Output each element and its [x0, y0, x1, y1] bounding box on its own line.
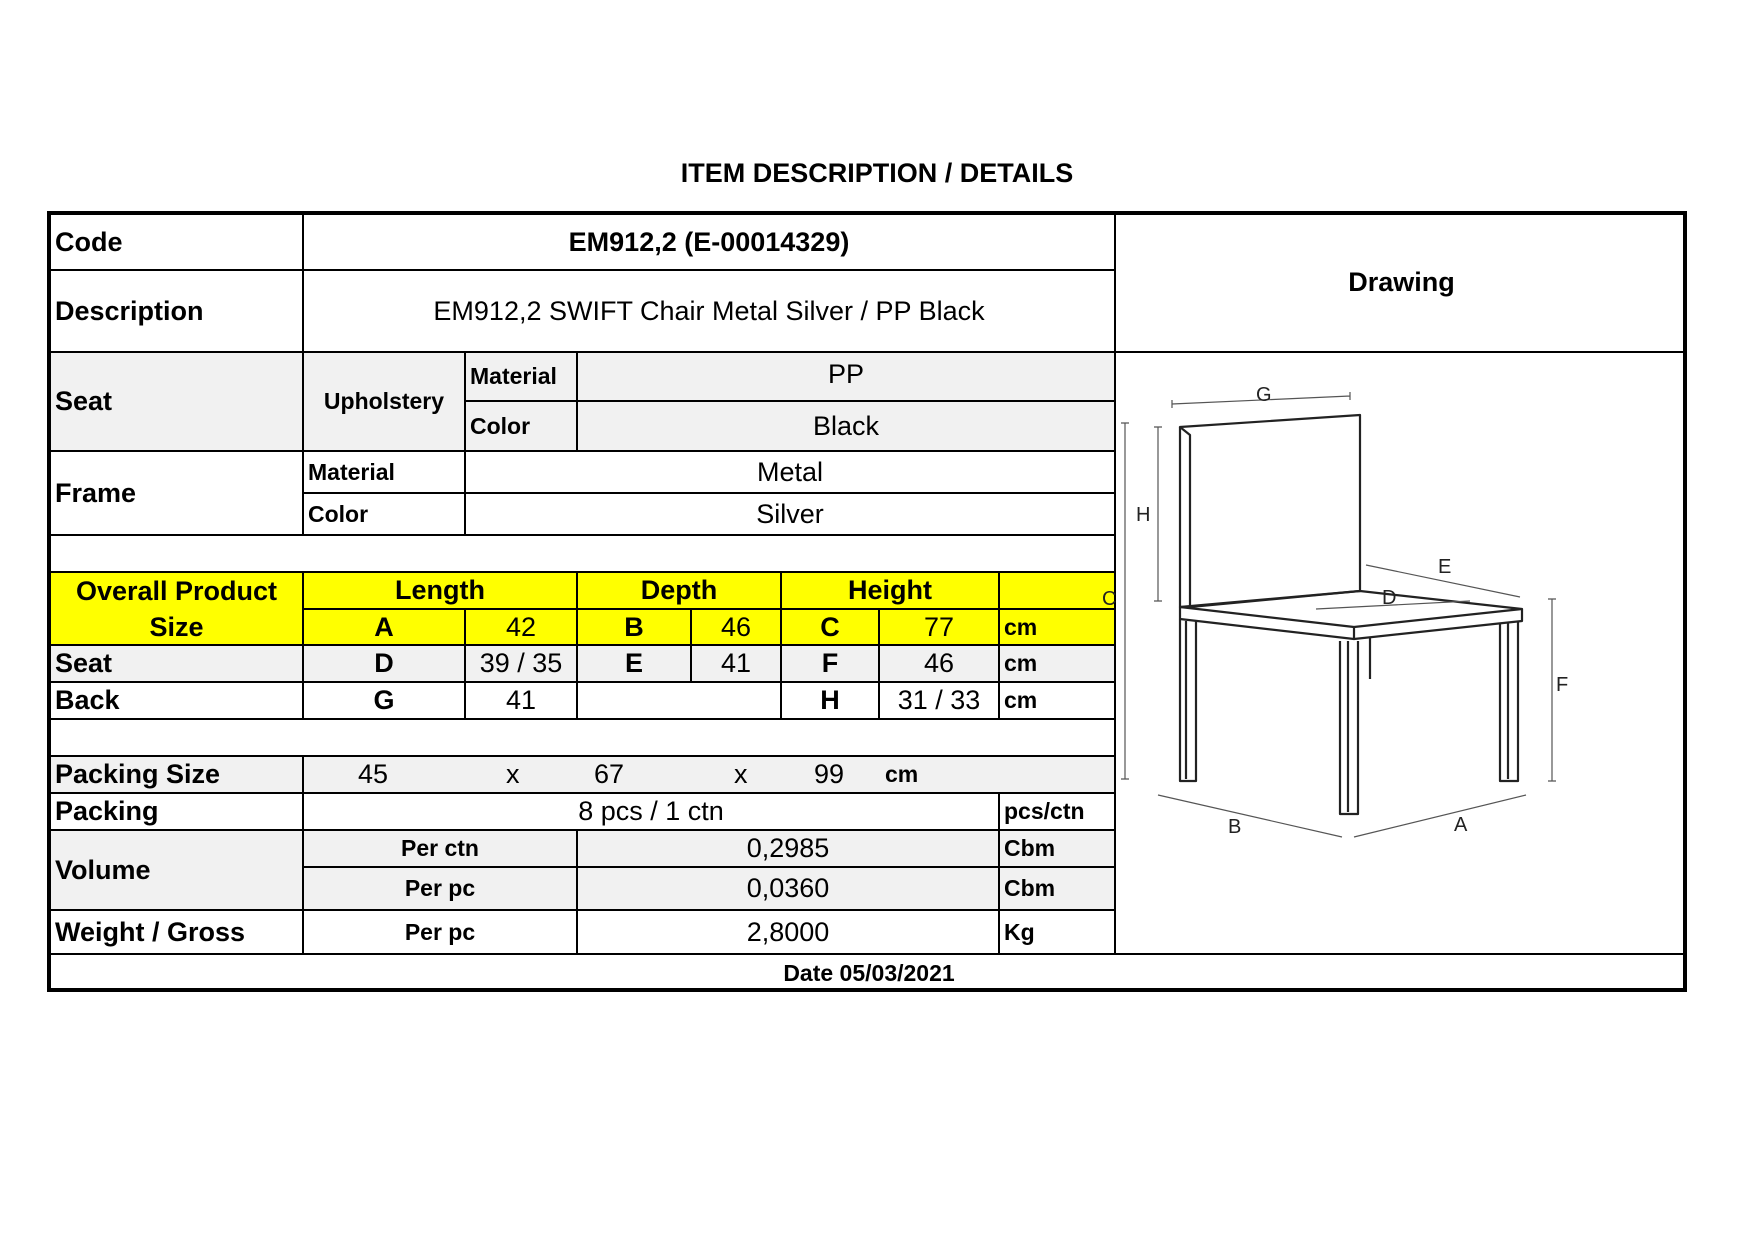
- chair-drawing: [1102, 359, 1687, 961]
- dim-line-c: [1121, 423, 1129, 779]
- packing-size-width: 67: [594, 759, 625, 789]
- chair-leg-front-left: [1180, 619, 1196, 781]
- volume-per-pc-value: 0,0360: [578, 868, 1000, 911]
- seat-material-label: Material: [466, 353, 578, 402]
- dim-c-value: 77: [880, 610, 1000, 646]
- volume-per-pc-label: Per pc: [304, 868, 578, 911]
- back-dims-blank: [578, 683, 782, 720]
- volume-per-ctn-label: Per ctn: [304, 831, 578, 868]
- drawing-letter-f: F: [1556, 674, 1569, 696]
- volume-per-ctn-value: 0,2985: [578, 831, 1000, 868]
- dim-line-f: [1548, 599, 1556, 781]
- weight-unit: Kg: [1000, 911, 1116, 955]
- length-header: Length: [304, 573, 578, 610]
- seat-dims-label: Seat: [51, 646, 304, 683]
- description-value: EM912,2 SWIFT Chair Metal Silver / PP Black: [304, 271, 1116, 353]
- packing-size-x2: x: [734, 759, 748, 789]
- frame-material-value: Metal: [466, 452, 1116, 494]
- weight-label: Weight / Gross: [51, 911, 304, 955]
- seat-color-label: Color: [466, 402, 578, 452]
- back-dims-label: Back: [51, 683, 304, 720]
- volume-per-ctn-unit: Cbm: [1000, 831, 1116, 868]
- dim-line-a: [1354, 795, 1526, 837]
- weight-value: 2,8000: [578, 911, 1000, 955]
- dim-e-value: 41: [692, 646, 782, 683]
- dim-g-value: 41: [466, 683, 578, 720]
- depth-header: Depth: [578, 573, 782, 610]
- drawing-letter-b: B: [1228, 816, 1242, 838]
- overall-size-label: [51, 573, 304, 646]
- document-title: ITEM DESCRIPTION / DETAILS: [680, 158, 1074, 188]
- chair-back-inner: [1180, 427, 1190, 607]
- dim-h-label: H: [782, 683, 880, 720]
- dim-f-value: 46: [880, 646, 1000, 683]
- dim-line-h: [1154, 427, 1162, 601]
- dim-b-label: B: [578, 610, 692, 646]
- frame-color-label: Color: [304, 494, 466, 536]
- spacer-row: [51, 536, 1116, 573]
- overall-unit: cm: [1000, 610, 1116, 646]
- height-header: Height: [782, 573, 1000, 610]
- overall-size-label-line2: Size: [149, 611, 204, 642]
- dim-d-value: 39 / 35: [466, 646, 578, 683]
- drawing-letter-d: D: [1382, 587, 1397, 609]
- seat-material-value: PP: [578, 353, 1116, 402]
- dim-a-value: 42: [466, 610, 578, 646]
- volume-per-pc-unit: Cbm: [1000, 868, 1116, 911]
- seat-color-value: Black: [578, 402, 1116, 452]
- item-details-table: [47, 211, 1687, 992]
- spacer-row-2: [51, 720, 1116, 757]
- description-label: Description: [51, 271, 304, 353]
- dim-d-label: D: [304, 646, 466, 683]
- chair-back-outline: [1180, 415, 1360, 607]
- packing-size-unit: cm: [885, 761, 919, 787]
- drawing-letter-c: C: [1102, 588, 1117, 610]
- dim-h-value: 31 / 33: [880, 683, 1000, 720]
- weight-per-pc-label: Per pc: [304, 911, 578, 955]
- drawing-letter-h: H: [1136, 504, 1151, 526]
- packing-value: 8 pcs / 1 ctn: [304, 794, 1000, 831]
- dim-e-label: E: [578, 646, 692, 683]
- seat-label: Seat: [51, 353, 304, 452]
- frame-color-value: Silver: [466, 494, 1116, 536]
- dim-g-label: G: [304, 683, 466, 720]
- back-dims-unit: cm: [1000, 683, 1116, 720]
- dim-line-b: [1158, 795, 1342, 837]
- packing-size-height: 99: [814, 759, 845, 789]
- packing-label: Packing: [51, 794, 304, 831]
- code-label: Code: [51, 215, 304, 271]
- dim-b-value: 46: [692, 610, 782, 646]
- dim-f-label: F: [782, 646, 880, 683]
- packing-size-label: Packing Size: [51, 757, 304, 794]
- date-row: Date 05/03/2021: [783, 960, 955, 986]
- packing-size-length: 45: [358, 759, 389, 789]
- packing-unit: pcs/ctn: [1000, 794, 1116, 831]
- dim-a-label: A: [304, 610, 466, 646]
- overall-size-label-line1: Overall Product: [75, 575, 278, 606]
- drawing-header: Drawing: [1116, 215, 1687, 353]
- unit-header-blank: [1000, 573, 1116, 610]
- drawing-letter-g: G: [1256, 384, 1272, 406]
- upholstery-label: Upholstery: [304, 353, 466, 452]
- drawing-letter-a: A: [1454, 814, 1468, 836]
- code-value: EM912,2 (E-00014329): [304, 215, 1116, 271]
- packing-size-values: [304, 757, 1116, 794]
- packing-size-x1: x: [506, 759, 520, 789]
- chair-seat-top: [1180, 591, 1522, 627]
- drawing-letter-e: E: [1438, 556, 1452, 578]
- seat-dims-unit: cm: [1000, 646, 1116, 683]
- frame-material-label: Material: [304, 452, 466, 494]
- dim-c-label: C: [782, 610, 880, 646]
- volume-label: Volume: [51, 831, 304, 911]
- frame-label: Frame: [51, 452, 304, 536]
